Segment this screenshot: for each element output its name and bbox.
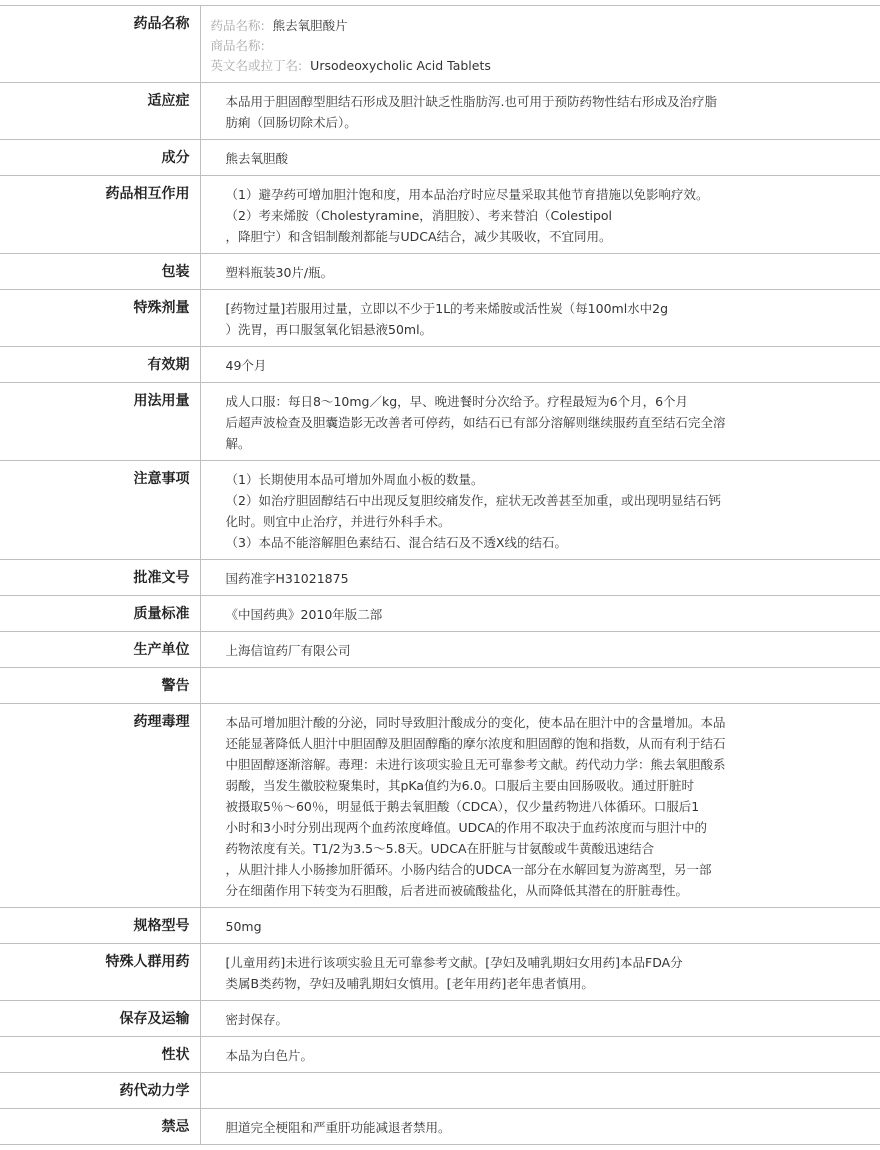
text-line: 小时和3小时分别出现两个血药浓度峰值。UDCA的作用不取决于血药浓度而与胆汁中的	[225, 820, 708, 835]
text-line: 本品可增加胆汁酸的分泌，同时导致胆汁酸成分的变化，使本品在胆汁中的含量增加。本品	[225, 715, 726, 730]
row-indications	[0, 83, 880, 140]
label-storage: 保存及运输	[0, 1001, 200, 1037]
generic-name-label: 药品名称:	[210, 18, 265, 33]
label-packaging: 包装	[0, 254, 200, 290]
value-warning	[200, 668, 880, 704]
text-line: （1）长期使用本品可增加外周血小板的数量。	[225, 472, 484, 487]
text-line: 解。	[225, 436, 251, 451]
label-contraindications: 禁忌	[0, 1109, 200, 1145]
text-line: （3）本品不能溶解胆色素结石、混合结石及不透X线的结石。	[225, 535, 568, 550]
value-dosage	[200, 383, 880, 461]
drug-info-table	[0, 5, 880, 1145]
row-pharmacology	[0, 704, 880, 908]
value-drug-name	[200, 6, 880, 83]
text-line: 被摄取5％～60％，明显低于鹅去氧胆酸（CDCA），仅少量药物进八体循环。口服后1	[225, 799, 700, 814]
label-precautions: 注意事项	[0, 461, 200, 560]
english-name-label: 英文名或拉丁名:	[210, 58, 303, 73]
value-interactions	[200, 176, 880, 254]
text-line: 49个月	[225, 358, 267, 373]
label-pharmacokinetics: 药代动力学	[0, 1073, 200, 1109]
label-standard: 质量标准	[0, 596, 200, 632]
label-pharmacology: 药理毒理	[0, 704, 200, 908]
value-standard	[200, 596, 880, 632]
value-validity	[200, 347, 880, 383]
text-line: 本品为白色片。	[225, 1048, 314, 1063]
row-ingredients	[0, 140, 880, 176]
label-specification: 规格型号	[0, 908, 200, 944]
text-line: 还能显著降低人胆汁中胆固醇及胆固醇酯的摩尔浓度和胆固醇的饱和指数，从而有利于结石	[225, 736, 726, 751]
value-precautions	[200, 461, 880, 560]
row-precautions	[0, 461, 880, 560]
label-indications: 适应症	[0, 83, 200, 140]
row-approval	[0, 560, 880, 596]
value-contraindications	[200, 1109, 880, 1145]
text-line: 50mg	[225, 919, 262, 934]
row-standard	[0, 596, 880, 632]
row-contraindications	[0, 1109, 880, 1145]
generic-name-value: 熊去氧胆酸片	[272, 18, 348, 33]
row-appearance	[0, 1037, 880, 1073]
label-approval: 批准文号	[0, 560, 200, 596]
row-storage	[0, 1001, 880, 1037]
text-line: 成人口服：每日8～10mg／kg，早、晚进餐时分次给予。疗程最短为6个月，6个月	[225, 394, 689, 409]
text-line: 中胆固醇逐渐溶解。毒理：未进行该项实验且无可靠参考文献。药代动力学：熊去氧胆酸系	[225, 757, 726, 772]
label-special-population: 特殊人群用药	[0, 944, 200, 1001]
row-pharmacokinetics	[0, 1073, 880, 1109]
value-approval	[200, 560, 880, 596]
label-appearance: 性状	[0, 1037, 200, 1073]
label-ingredients: 成分	[0, 140, 200, 176]
text-line: [药物过量]若服用过量，立即以不少于1L的考来烯胺或活性炭（每100ml水中2g	[225, 301, 669, 316]
drug-info-sheet	[0, 5, 880, 1145]
text-line: 塑料瓶装30片/瓶。	[225, 265, 334, 280]
row-special-population	[0, 944, 880, 1001]
text-line: 化时。则宜中止治疗，并进行外科手术。	[225, 514, 451, 529]
row-interactions	[0, 176, 880, 254]
label-dosage: 用法用量	[0, 383, 200, 461]
text-line: [儿童用药]未进行该项实验且无可靠参考文献。[孕妇及哺乳期妇女用药]本品FDA分	[225, 955, 683, 970]
row-specification	[0, 908, 880, 944]
value-special-population	[200, 944, 880, 1001]
text-line: 上海信谊药厂有限公司	[225, 643, 351, 658]
text-line: ）洗胃，再口服氢氧化铝悬液50ml。	[225, 322, 433, 337]
row-validity	[0, 347, 880, 383]
text-line: 熊去氧胆酸	[225, 151, 289, 166]
value-specification	[200, 908, 880, 944]
value-appearance	[200, 1037, 880, 1073]
value-ingredients	[200, 140, 880, 176]
text-line: （1）避孕药可增加胆汁饱和度，用本品治疗时应尽量采取其他节育措施以免影响疗效。	[225, 187, 709, 202]
text-line: 后超声波检查及胆囊造影无改善者可停药，如结石已有部分溶解则继续服药直至结石完全溶	[225, 415, 726, 430]
value-packaging	[200, 254, 880, 290]
value-manufacturer	[200, 632, 880, 668]
text-line: ，降胆宁）和含铝制酸剂都能与UDCA结合，减少其吸收，不宜同用。	[225, 229, 612, 244]
text-line: 国药准字H31021875	[225, 571, 349, 586]
text-line: 密封保存。	[225, 1012, 289, 1027]
text-line: （2）如治疗胆固醇结石中出现反复胆绞痛发作，症状无改善甚至加重，或出现明显结石钙	[225, 493, 721, 508]
row-manufacturer	[0, 632, 880, 668]
text-line: 类属B类药物，孕妇及哺乳期妇女慎用。[老年用药]老年患者慎用。	[225, 976, 594, 991]
text-line: 胆道完全梗阻和严重肝功能减退者禁用。	[225, 1120, 451, 1135]
label-validity: 有效期	[0, 347, 200, 383]
row-dosage	[0, 383, 880, 461]
text-line: ，从胆汁排人小肠掺加肝循环。小肠内结合的UDCA一部分在水解回复为游离型，另一部	[225, 862, 712, 877]
trade-name-label: 商品名称:	[210, 38, 265, 53]
row-warning	[0, 668, 880, 704]
label-drug-name: 药品名称	[0, 6, 200, 83]
text-line: 肪痢（回肠切除术后）。	[225, 115, 357, 130]
row-packaging	[0, 254, 880, 290]
row-special-dose	[0, 290, 880, 347]
text-line: 药物浓度有关。T1/2为3.5～5.8天。UDCA在肝脏与甘氨酸或牛黄酸迅速结合	[225, 841, 655, 856]
label-special-dose: 特殊剂量	[0, 290, 200, 347]
label-interactions: 药品相互作用	[0, 176, 200, 254]
english-name-value: Ursodeoxycholic Acid Tablets	[310, 58, 491, 73]
text-line: 弱酸，当发生徽胶粒聚集时，其pKa值约为6.0。口服后主要由回肠吸收。通过肝脏时	[225, 778, 694, 793]
label-manufacturer: 生产单位	[0, 632, 200, 668]
text-line: （2）考来烯胺（Cholestyramine，消胆胺）、考来替泊（Colestipol	[225, 208, 613, 223]
text-line: 本品用于胆固醇型胆结石形成及胆汁缺乏性脂肪泻.也可用于预防药物性结右形成及治疗脂	[225, 94, 717, 109]
value-pharmacology	[200, 704, 880, 908]
row-drug-name	[0, 6, 880, 83]
value-special-dose	[200, 290, 880, 347]
value-pharmacokinetics	[200, 1073, 880, 1109]
text-line: 《中国药典》2010年版二部	[225, 607, 383, 622]
label-warning: 警告	[0, 668, 200, 704]
value-indications	[200, 83, 880, 140]
value-storage	[200, 1001, 880, 1037]
text-line: 分在细菌作用下转变为石胆酸，后者进而被硫酸盐化，从而降低其潜在的肝脏毒性。	[225, 883, 689, 898]
